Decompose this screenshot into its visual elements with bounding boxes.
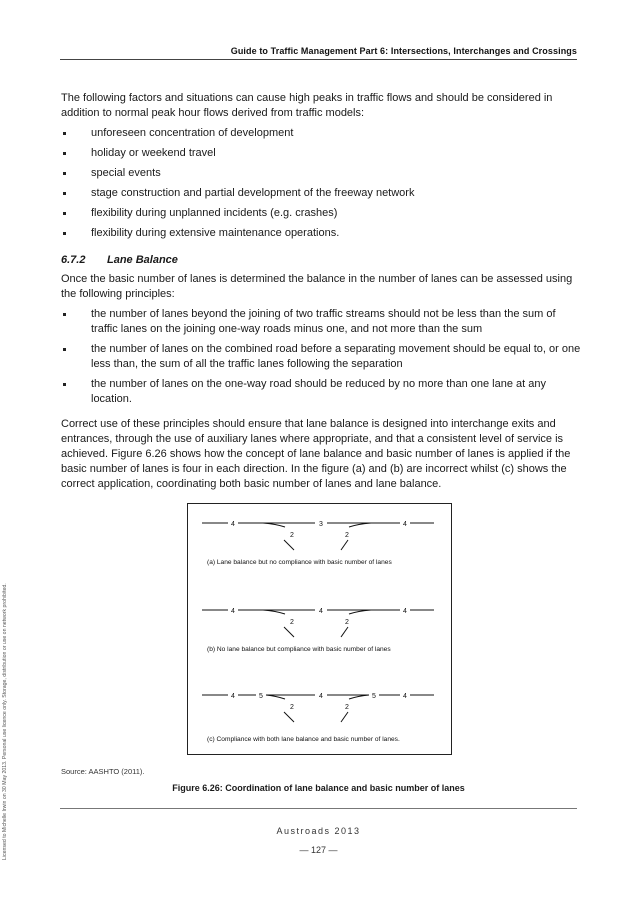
ramp-lane-label: 2 (345, 619, 349, 626)
factors-list (61, 126, 581, 241)
bullet-icon (63, 383, 66, 386)
page-number: — 127 — (299, 845, 338, 855)
list-item (61, 342, 581, 372)
panel-caption: (b) No lane balance but compliance with basic number of lanes (207, 646, 391, 653)
panel-caption: (c) Compliance with both lane balance and basic number of lanes. (207, 736, 400, 743)
ramp-line (284, 627, 294, 637)
list-item (61, 146, 581, 161)
bullet-icon (63, 348, 66, 351)
lane-count-label: 4 (319, 693, 323, 700)
list-item-text: the number of lanes on the combined road before a separating movement should be equal to, or one less than, the sum of all the traffic lanes following the separation (91, 343, 581, 370)
list-item (61, 206, 581, 221)
lane-count-label: 5 (372, 693, 376, 700)
bullet-icon (63, 152, 66, 155)
page-body (61, 91, 581, 492)
bullet-icon (63, 212, 66, 215)
list-item (61, 126, 581, 141)
diverge-curve (349, 523, 371, 527)
merge-curve (263, 610, 285, 614)
panel-caption: (a) Lane balance but no compliance with basic number of lanes (207, 559, 392, 566)
footer-rule (60, 808, 577, 809)
lane-count-label: 4 (403, 693, 407, 700)
lane-count-label: 4 (231, 608, 235, 615)
lane-balance-diagram (188, 504, 451, 754)
lane-count-label: 3 (319, 521, 323, 528)
bullet-icon (63, 313, 66, 316)
lane-count-label: 4 (231, 693, 235, 700)
lane-count-label: 4 (403, 608, 407, 615)
intro-paragraph: The following factors and situations can cause high peaks in traffic flows and should be considered in addition to normal peak hour flows derived from traffic models: (61, 92, 553, 119)
ramp-line (341, 540, 348, 550)
ramp-lane-label: 2 (290, 704, 294, 711)
list-item-text: unforeseen concentration of development (91, 127, 294, 139)
lane-count-label: 4 (231, 521, 235, 528)
footer-organisation: Austroads 2013 (276, 826, 361, 836)
list-item-text: flexibility during extensive maintenance operations. (91, 227, 340, 239)
bullet-icon (63, 192, 66, 195)
lane-balance-figure (187, 503, 452, 755)
header-rule (60, 59, 577, 60)
list-item-text: flexibility during unplanned incidents (e.g. crashes) (91, 207, 338, 219)
ramp-line (341, 627, 348, 637)
list-item (61, 377, 581, 407)
list-item (61, 166, 581, 181)
panel-c (202, 693, 434, 743)
bullet-icon (63, 172, 66, 175)
figure-caption: Figure 6.26: Coordination of lane balance and basic number of lanes (172, 783, 465, 793)
section-title: Lane Balance (107, 254, 178, 266)
body-paragraph: Correct use of these principles should ensure that lane balance is designed into interchange exits and entrances, through the use of auxiliary lanes where appropriate, and that a consistent level of service is achieved. Figure 6.26 shows how the concept of lane balance and basic number of lanes is applied if the basic number of lanes is four in each direction. In the figure (a) and (b) are incorrect whilst (c) shows the correct application, coordinating both basic number of lanes and lane balance. (61, 418, 571, 490)
running-header: Guide to Traffic Management Part 6: Intersections, Interchanges and Crossings (230, 46, 577, 56)
ramp-lane-label: 2 (290, 532, 294, 539)
ramp-lane-label: 2 (290, 619, 294, 626)
licence-watermark: Licensed to Michelle Irwin on 30 May 2013. Personal use licence only. Storage, distribution or use on network prohibited. (2, 583, 8, 860)
diverge-curve (349, 610, 371, 614)
lane-count-label: 4 (403, 521, 407, 528)
list-item-text: the number of lanes on the one-way road should be reduced by no more than one lane at any location. (91, 378, 546, 405)
list-item-text: special events (91, 167, 161, 179)
diverge-curve (349, 695, 369, 699)
principles-intro: Once the basic number of lanes is determined the balance in the number of lanes can be assessed using the following principles: (61, 273, 573, 300)
list-item-text: stage construction and partial development of the freeway network (91, 187, 415, 199)
lane-count-label: 5 (259, 693, 263, 700)
list-item (61, 186, 581, 201)
merge-curve (263, 523, 285, 527)
ramp-lane-label: 2 (345, 532, 349, 539)
list-item (61, 226, 581, 241)
section-number: 6.7.2 (61, 254, 86, 266)
ramp-line (284, 540, 294, 550)
ramp-lane-label: 2 (345, 704, 349, 711)
list-item-text: holiday or weekend travel (91, 147, 216, 159)
list-item (61, 307, 581, 337)
list-item-text: the number of lanes beyond the joining of two traffic streams should not be less than the sum of traffic lanes on the joining one-way roads minus one, and not more than the sum (91, 308, 556, 335)
figure-source: Source: AASHTO (2011). (61, 767, 145, 776)
bullet-icon (63, 132, 66, 135)
principles-list (61, 307, 581, 407)
ramp-line (341, 712, 348, 722)
panel-a (202, 521, 434, 566)
bullet-icon (63, 232, 66, 235)
panel-b (202, 608, 434, 653)
ramp-line (284, 712, 294, 722)
merge-curve (266, 695, 285, 699)
lane-count-label: 4 (319, 608, 323, 615)
section-heading (61, 253, 581, 268)
